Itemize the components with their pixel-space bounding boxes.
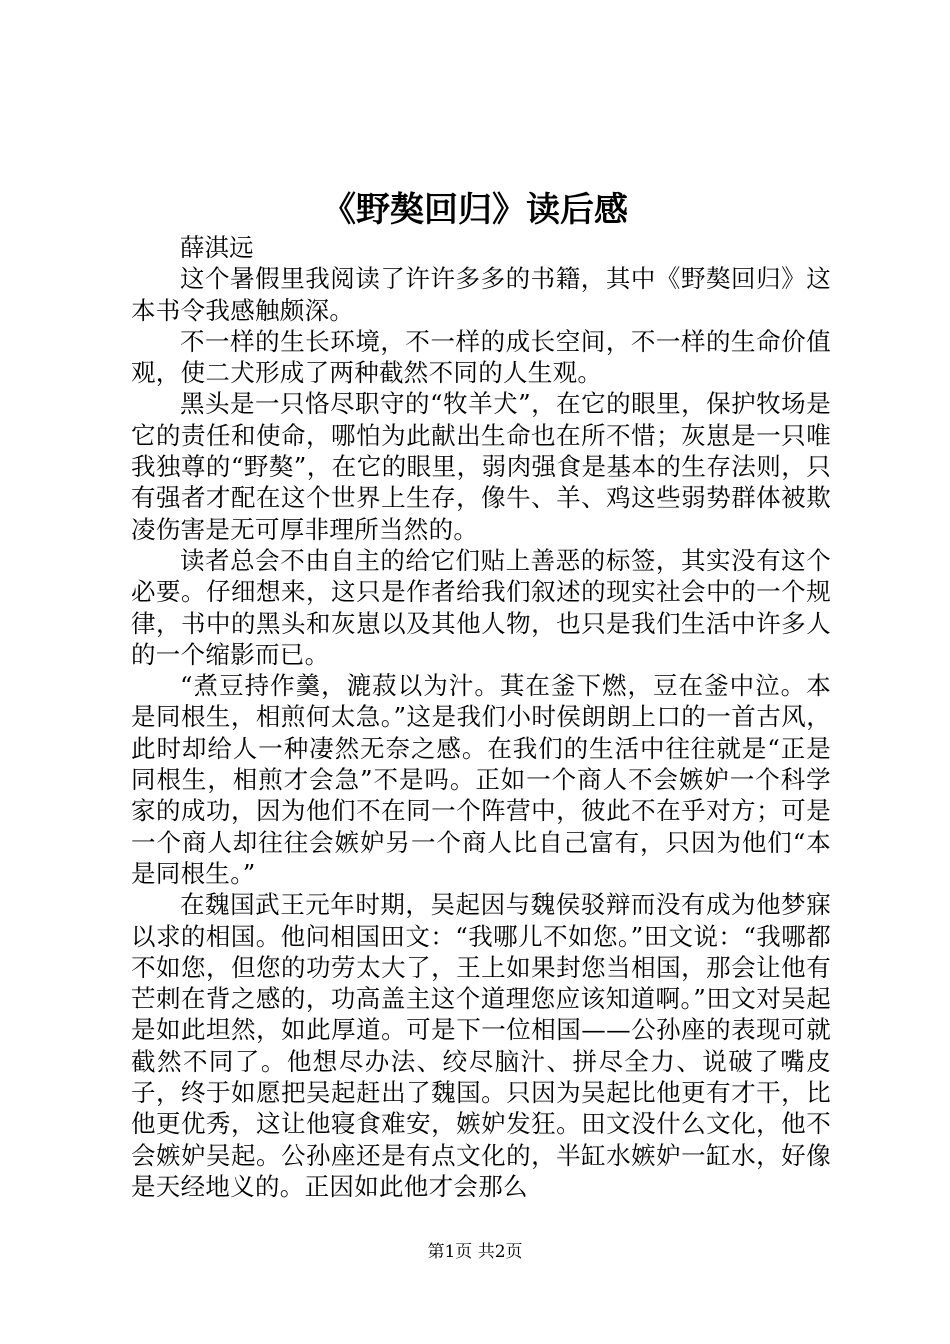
document-body: [131, 232, 831, 1202]
document-title: 《野獒回归》读后感: [322, 190, 628, 230]
paragraph: 读者总会不由自主的给它们贴上善恶的标签，其实没有这个必要。仔细想来，这只是作者给我们叙述的现实社会中的一个规律，书中的黑头和灰崽以及其他人物，也只是我们生活中许多人的一个缩影而已。: [131, 545, 831, 669]
paragraph: “煮豆持作羹，漉菽以为汁。萁在釜下燃，豆在釜中泣。本是同根生，相煎何太急。”这是我们小时侯朗朗上口的一首古风，此时却给人一种凄然无奈之感。在我们的生活中往往就是“正是同根生，相煎才会急”不是吗。正如一个商人不会嫉妒一个科学家的成功，因为他们不在同一个阵营中，彼此不在乎对方；可是一个商人却往往会嫉妒另一个商人比自己富有，只因为他们“本是同根生。”: [131, 671, 832, 888]
paragraph: 这个暑假里我阅读了许许多多的书籍，其中《野獒回归》这本书令我感触颇深。: [131, 264, 831, 325]
paragraph: 黑头是一只恪尽职守的“牧羊犬”，在它的眼里，保护牧场是它的责任和使命，哪怕为此献出生命也在所不惜；灰崽是一只唯我独尊的“野獒”，在它的眼里，弱肉强食是基本的生存法则，只有强者才配在这个世界上生存，像牛、羊、鸡这些弱势群体被欺凌伤害是无可厚非理所当然的。: [131, 389, 831, 544]
paragraph: 不一样的生长环境，不一样的成长空间，不一样的生命价值观，使二犬形成了两种截然不同的人生观。: [131, 326, 831, 388]
author-name: 薛淇远: [180, 233, 254, 262]
paragraph: 在魏国武王元年时期，吴起因与魏侯驳辩而没有成为他梦寐以求的相国。他问相国田文：“我哪儿不如您。”田文说：“我哪都不如您，但您的功劳太大了，王上如果封您当相国，那会让他有芒刺在背之感的，功高盖主这个道理您应该知道啊。”田文对吴起是如此坦然，如此厚道。可是下一位相国——公孙座的表现可就截然不同了。他想尽办法、绞尽脑汁、拼尽全力、说破了嘴皮子，终于如愿把吴起赶出了魏国。只因为吴起比他更有才干，比他更优秀，这让他寝食难安，嫉妒发狂。田文没什么文化，他不会嫉妒吴起。公孙座还是有点文化的，半缸水嫉妒一缸水，好像是天经地义的。正因如此他才会那么: [131, 890, 831, 1201]
page-number-footer: 第1页 共2页: [427, 1242, 523, 1262]
